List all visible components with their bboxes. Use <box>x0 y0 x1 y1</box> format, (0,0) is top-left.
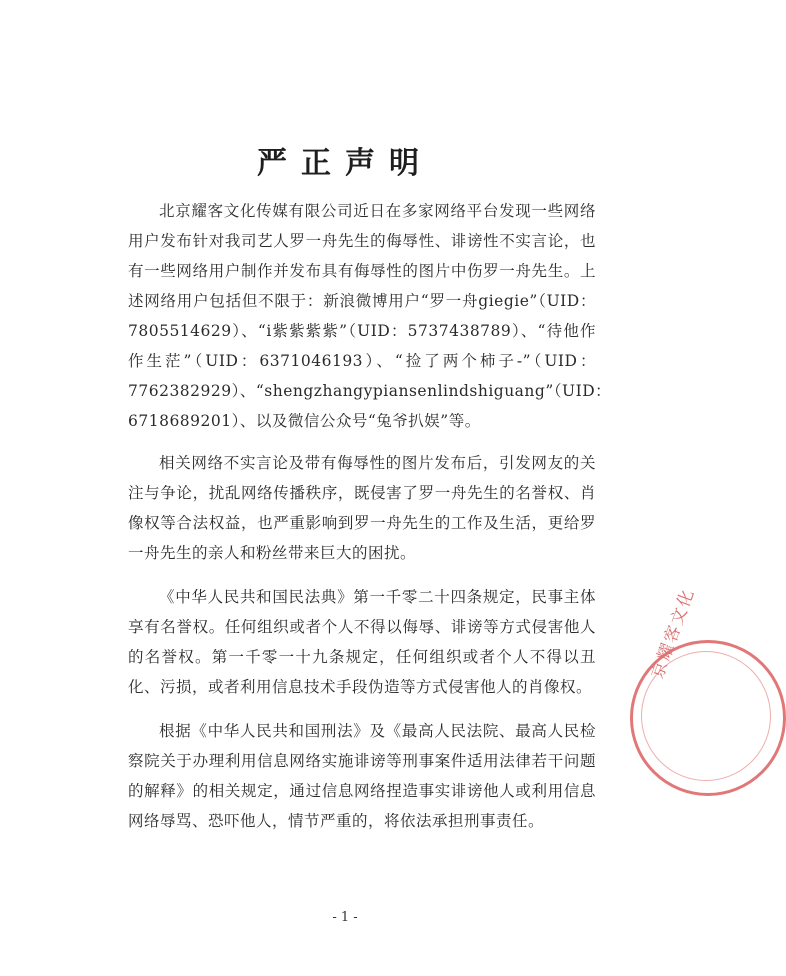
seal-text: 京耀客文化 <box>647 585 699 682</box>
paragraph-1: 北京耀客文化传媒有限公司近日在多家网络平台发现一些网络用户发布针对我司艺人罗一舟先生的侮辱性、诽谤性不实言论，也有一些网络用户制作并发布具有侮辱性的图片中伤罗一舟先生。上述网络用户包括但不限于：新浪微博用户“罗一舟giegie”（UID：7805514629）、“i紫紫紫紫”（UID：5737438789）、“待他作作生茫”（UID：6371046193）、“捡了两个柿子-”（UID：7762382929）、“shengzhangypiansenlindshiguang”（UID：6718689201）、以及微信公众号“兔爷扒娱”等。 <box>128 202 612 430</box>
document-body <box>128 196 612 850</box>
paragraph-2: 相关网络不实言论及带有侮辱性的图片发布后，引发网友的关注与争论，扰乱网络传播秩序，既侵害了罗一舟先生的名誉权、肖像权等合法权益，也严重影响到罗一舟先生的工作及生活，更给罗一舟先生的亲人和粉丝带来巨大的困扰。 <box>128 454 596 562</box>
document-title: 严正声明 <box>257 146 433 181</box>
company-seal-icon <box>630 585 786 796</box>
paragraph-4: 根据《中华人民共和国刑法》及《最高人民法院、最高人民检察院关于办理利用信息网络实施诽谤等刑事案件适用法律若干问题的解释》的相关规定，通过信息网络捏造事实诽谤他人或利用信息网络辱骂、恐吓他人，情节严重的，将依法承担刑事责任。 <box>128 722 596 830</box>
page-number: - 1 - <box>332 910 358 925</box>
paragraph-3: 《中华人民共和国民法典》第一千零二十四条规定，民事主体享有名誉权。任何组织或者个人不得以侮辱、诽谤等方式侵害他人的名誉权。第一千零一十九条规定，任何组织或者个人不得以丑化、污损，或者利用信息技术手段伪造等方式侵害他人的肖像权。 <box>128 588 596 696</box>
